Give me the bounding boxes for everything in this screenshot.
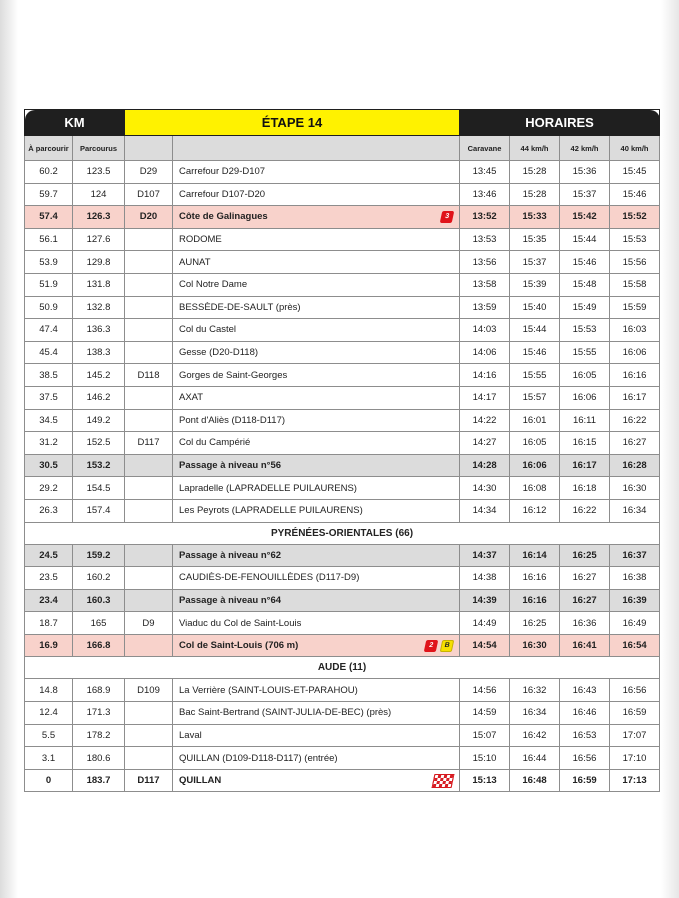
table-row	[25, 161, 660, 184]
table-row	[25, 679, 660, 702]
col-caravan: Caravane	[460, 136, 510, 161]
table-row	[25, 319, 660, 342]
km-remaining-cell: 51.9	[25, 273, 73, 296]
km-remaining-cell: 37.5	[25, 386, 73, 409]
time-40-cell: 16:27	[610, 432, 660, 455]
road-cell	[125, 409, 173, 432]
place-cell	[173, 206, 460, 229]
place-name: QUILLAN (D109-D118-D117) (entrée)	[179, 752, 338, 764]
time-40-cell: 16:38	[610, 567, 660, 590]
col-speed-44: 44 km/h	[510, 136, 560, 161]
department-label: AUDE (11)	[25, 657, 660, 679]
caravan-time-cell: 14:59	[460, 702, 510, 725]
time-42-cell: 16:56	[560, 747, 610, 770]
place-name: Lapradelle (LAPRADELLE PUILAURENS)	[179, 482, 357, 494]
time-42-cell: 16:36	[560, 612, 610, 635]
table-row	[25, 499, 660, 522]
road-cell	[125, 724, 173, 747]
time-42-cell: 16:22	[560, 499, 610, 522]
time-44-cell: 15:28	[510, 183, 560, 206]
km-remaining-cell: 53.9	[25, 251, 73, 274]
place-name: BESSÈDE-DE-SAULT (près)	[179, 301, 301, 313]
place-cell	[173, 747, 460, 770]
km-remaining-cell: 29.2	[25, 477, 73, 500]
time-44-cell: 15:40	[510, 296, 560, 319]
road-cell	[125, 544, 173, 567]
caravan-time-cell: 14:27	[460, 432, 510, 455]
km-remaining-cell: 38.5	[25, 364, 73, 387]
place-name: Viaduc du Col de Saint-Louis	[179, 617, 302, 629]
time-44-cell: 16:44	[510, 747, 560, 770]
road-cell: D117	[125, 432, 173, 455]
caravan-time-cell: 14:03	[460, 319, 510, 342]
time-40-cell: 16:28	[610, 454, 660, 477]
table-row	[25, 296, 660, 319]
road-cell: D109	[125, 679, 173, 702]
km-remaining-cell: 0	[25, 769, 73, 792]
km-remaining-cell: 50.9	[25, 296, 73, 319]
km-remaining-cell: 26.3	[25, 499, 73, 522]
time-44-cell: 16:12	[510, 499, 560, 522]
place-name: RODOME	[179, 234, 222, 246]
place-name: Col Notre Dame	[179, 279, 248, 291]
road-cell	[125, 251, 173, 274]
time-44-cell: 15:57	[510, 386, 560, 409]
km-covered-cell: 152.5	[73, 432, 125, 455]
road-cell: D20	[125, 206, 173, 229]
place-cell	[173, 273, 460, 296]
place-cell	[173, 386, 460, 409]
place-cell	[173, 567, 460, 590]
road-cell	[125, 499, 173, 522]
table-row	[25, 409, 660, 432]
table-row	[25, 341, 660, 364]
schedule-header: HORAIRES	[460, 110, 660, 136]
km-remaining-cell: 16.9	[25, 634, 73, 657]
table-row	[25, 634, 660, 657]
time-44-cell: 15:39	[510, 273, 560, 296]
place-cell	[173, 679, 460, 702]
time-40-cell: 16:56	[610, 679, 660, 702]
road-cell	[125, 296, 173, 319]
time-44-cell: 16:06	[510, 454, 560, 477]
road-cell: D9	[125, 612, 173, 635]
time-42-cell: 15:48	[560, 273, 610, 296]
table-row	[25, 432, 660, 455]
time-42-cell: 16:15	[560, 432, 610, 455]
time-44-cell: 16:48	[510, 769, 560, 792]
place-name: QUILLAN	[179, 775, 222, 787]
page-edge-shadow	[661, 0, 679, 898]
km-covered-cell: 131.8	[73, 273, 125, 296]
place-cell	[173, 341, 460, 364]
time-42-cell: 16:59	[560, 769, 610, 792]
time-40-cell: 16:03	[610, 319, 660, 342]
km-covered-cell: 123.5	[73, 161, 125, 184]
time-40-cell: 15:46	[610, 183, 660, 206]
place-cell	[173, 454, 460, 477]
caravan-time-cell: 14:39	[460, 589, 510, 612]
table-row	[25, 747, 660, 770]
time-40-cell: 16:34	[610, 499, 660, 522]
road-cell: D117	[125, 769, 173, 792]
place-cell	[173, 702, 460, 725]
place-name: Col de Saint-Louis (706 m)	[179, 640, 299, 652]
km-remaining-cell: 59.7	[25, 183, 73, 206]
km-remaining-cell: 47.4	[25, 319, 73, 342]
place-cell	[173, 544, 460, 567]
time-42-cell: 16:25	[560, 544, 610, 567]
stage-header: ÉTAPE 14	[125, 110, 460, 136]
road-cell	[125, 589, 173, 612]
place-name: La Verrière (SAINT-LOUIS-ET-PARAHOU)	[179, 684, 358, 696]
km-remaining-cell: 12.4	[25, 702, 73, 725]
time-44-cell: 16:42	[510, 724, 560, 747]
time-42-cell: 16:05	[560, 364, 610, 387]
time-44-cell: 16:01	[510, 409, 560, 432]
time-42-cell: 16:46	[560, 702, 610, 725]
km-header: KM	[25, 110, 125, 136]
caravan-time-cell: 14:22	[460, 409, 510, 432]
caravan-time-cell: 13:59	[460, 296, 510, 319]
km-remaining-cell: 31.2	[25, 432, 73, 455]
time-44-cell: 15:28	[510, 161, 560, 184]
time-44-cell: 15:35	[510, 228, 560, 251]
time-42-cell: 15:36	[560, 161, 610, 184]
caravan-time-cell: 14:28	[460, 454, 510, 477]
time-40-cell: 16:54	[610, 634, 660, 657]
place-name: Côte de Galinagues	[179, 211, 268, 223]
km-remaining-cell: 18.7	[25, 612, 73, 635]
time-44-cell: 15:44	[510, 319, 560, 342]
caravan-time-cell: 14:34	[460, 499, 510, 522]
caravan-time-cell: 14:37	[460, 544, 510, 567]
km-remaining-cell: 30.5	[25, 454, 73, 477]
time-40-cell: 15:58	[610, 273, 660, 296]
place-cell	[173, 251, 460, 274]
road-cell	[125, 567, 173, 590]
place-cell	[173, 477, 460, 500]
place-name: Bac Saint-Bertrand (SAINT-JULIA-DE-BEC) (près)	[179, 707, 392, 719]
caravan-time-cell: 13:56	[460, 251, 510, 274]
time-40-cell: 17:10	[610, 747, 660, 770]
time-40-cell: 17:07	[610, 724, 660, 747]
caravan-time-cell: 14:38	[460, 567, 510, 590]
place-name: Col du Castel	[179, 324, 237, 336]
place-cell	[173, 409, 460, 432]
road-cell	[125, 477, 173, 500]
place-name: Passage à niveau n°64	[179, 594, 282, 606]
km-remaining-cell: 57.4	[25, 206, 73, 229]
time-40-cell: 15:52	[610, 206, 660, 229]
km-remaining-cell: 23.5	[25, 567, 73, 590]
caravan-time-cell: 14:06	[460, 341, 510, 364]
caravan-time-cell: 13:45	[460, 161, 510, 184]
km-remaining-cell: 14.8	[25, 679, 73, 702]
km-remaining-cell: 34.5	[25, 409, 73, 432]
km-covered-cell: 124	[73, 183, 125, 206]
caravan-time-cell: 14:54	[460, 634, 510, 657]
time-44-cell: 16:05	[510, 432, 560, 455]
col-remaining: À parcourir	[25, 136, 73, 161]
time-44-cell: 16:25	[510, 612, 560, 635]
road-cell: D118	[125, 364, 173, 387]
place-name: Col du Campérié	[179, 437, 251, 449]
time-40-cell: 16:39	[610, 589, 660, 612]
table-row	[25, 206, 660, 229]
km-remaining-cell: 5.5	[25, 724, 73, 747]
km-remaining-cell: 3.1	[25, 747, 73, 770]
time-42-cell: 16:27	[560, 567, 610, 590]
km-covered-cell: 149.2	[73, 409, 125, 432]
time-44-cell: 16:08	[510, 477, 560, 500]
time-42-cell: 16:17	[560, 454, 610, 477]
caravan-time-cell: 14:49	[460, 612, 510, 635]
table-row	[25, 183, 660, 206]
caravan-time-cell: 15:10	[460, 747, 510, 770]
time-42-cell: 16:27	[560, 589, 610, 612]
time-40-cell: 16:37	[610, 544, 660, 567]
time-44-cell: 15:46	[510, 341, 560, 364]
place-badges	[441, 211, 453, 223]
km-covered-cell: 180.6	[73, 747, 125, 770]
time-40-cell: 16:49	[610, 612, 660, 635]
km-covered-cell: 157.4	[73, 499, 125, 522]
table-row	[25, 702, 660, 725]
table-row	[25, 567, 660, 590]
place-name: CAUDIÈS-DE-FENOUILLÈDES (D117-D9)	[179, 572, 360, 584]
table-row	[25, 228, 660, 251]
km-covered-cell: 165	[73, 612, 125, 635]
time-40-cell: 16:30	[610, 477, 660, 500]
km-covered-cell: 154.5	[73, 477, 125, 500]
bonus-badge-icon: B	[440, 640, 455, 652]
table-row	[25, 477, 660, 500]
time-42-cell: 16:18	[560, 477, 610, 500]
road-cell: D107	[125, 183, 173, 206]
time-44-cell: 16:14	[510, 544, 560, 567]
col-road	[125, 136, 173, 161]
time-42-cell: 15:53	[560, 319, 610, 342]
place-cell	[173, 296, 460, 319]
table-row	[25, 273, 660, 296]
time-44-cell: 16:16	[510, 589, 560, 612]
category-badge-icon: 2	[424, 640, 439, 652]
time-42-cell: 15:44	[560, 228, 610, 251]
km-covered-cell: 168.9	[73, 679, 125, 702]
time-44-cell: 15:37	[510, 251, 560, 274]
place-badges	[433, 774, 453, 788]
place-name: Passage à niveau n°62	[179, 549, 282, 561]
km-remaining-cell: 24.5	[25, 544, 73, 567]
place-cell	[173, 432, 460, 455]
road-cell	[125, 341, 173, 364]
caravan-time-cell: 13:52	[460, 206, 510, 229]
km-remaining-cell: 45.4	[25, 341, 73, 364]
road-cell	[125, 386, 173, 409]
place-cell	[173, 612, 460, 635]
caravan-time-cell: 14:56	[460, 679, 510, 702]
time-40-cell: 16:22	[610, 409, 660, 432]
km-covered-cell: 146.2	[73, 386, 125, 409]
table-row	[25, 364, 660, 387]
km-covered-cell: 171.3	[73, 702, 125, 725]
timetable-body	[25, 161, 660, 792]
km-covered-cell: 178.2	[73, 724, 125, 747]
place-name: Carrefour D29-D107	[179, 166, 266, 178]
km-covered-cell: 132.8	[73, 296, 125, 319]
caravan-time-cell: 13:58	[460, 273, 510, 296]
caravan-time-cell: 15:13	[460, 769, 510, 792]
time-40-cell: 17:13	[610, 769, 660, 792]
time-40-cell: 16:17	[610, 386, 660, 409]
place-cell	[173, 364, 460, 387]
place-name: Gorges de Saint-Georges	[179, 369, 288, 381]
km-covered-cell: 136.3	[73, 319, 125, 342]
km-covered-cell: 127.6	[73, 228, 125, 251]
category-badge-icon: 3	[440, 211, 455, 223]
time-42-cell: 16:41	[560, 634, 610, 657]
km-covered-cell: 138.3	[73, 341, 125, 364]
table-row	[25, 386, 660, 409]
time-42-cell: 16:53	[560, 724, 610, 747]
caravan-time-cell: 14:30	[460, 477, 510, 500]
road-cell: D29	[125, 161, 173, 184]
col-covered: Parcourus	[73, 136, 125, 161]
time-40-cell: 15:45	[610, 161, 660, 184]
time-40-cell: 16:16	[610, 364, 660, 387]
time-44-cell: 15:55	[510, 364, 560, 387]
km-covered-cell: 153.2	[73, 454, 125, 477]
place-name: Les Peyrots (LAPRADELLE PUILAURENS)	[179, 505, 363, 517]
table-row	[25, 251, 660, 274]
time-44-cell: 15:33	[510, 206, 560, 229]
km-covered-cell: 145.2	[73, 364, 125, 387]
table-row	[25, 724, 660, 747]
place-badges	[425, 640, 453, 652]
caravan-time-cell: 13:53	[460, 228, 510, 251]
km-remaining-cell: 56.1	[25, 228, 73, 251]
road-cell	[125, 319, 173, 342]
road-cell	[125, 273, 173, 296]
table-row	[25, 454, 660, 477]
road-cell	[125, 747, 173, 770]
place-cell	[173, 228, 460, 251]
place-cell	[173, 183, 460, 206]
table-row	[25, 589, 660, 612]
time-44-cell: 16:34	[510, 702, 560, 725]
place-name: Laval	[179, 729, 202, 741]
place-cell	[173, 319, 460, 342]
time-42-cell: 15:42	[560, 206, 610, 229]
col-place	[173, 136, 460, 161]
caravan-time-cell: 14:17	[460, 386, 510, 409]
checkered-flag-icon	[432, 774, 455, 788]
col-speed-42: 42 km/h	[560, 136, 610, 161]
place-name: AUNAT	[179, 256, 211, 268]
table-row	[25, 769, 660, 792]
place-cell	[173, 634, 460, 657]
place-cell	[173, 724, 460, 747]
km-covered-cell: 160.2	[73, 567, 125, 590]
department-separator	[25, 522, 660, 544]
caravan-time-cell: 15:07	[460, 724, 510, 747]
time-42-cell: 16:11	[560, 409, 610, 432]
time-40-cell: 15:56	[610, 251, 660, 274]
place-name: Pont d'Aliès (D118-D117)	[179, 414, 286, 426]
km-covered-cell: 159.2	[73, 544, 125, 567]
caravan-time-cell: 13:46	[460, 183, 510, 206]
time-42-cell: 15:55	[560, 341, 610, 364]
time-40-cell: 15:59	[610, 296, 660, 319]
department-label: PYRÉNÉES-ORIENTALES (66)	[25, 522, 660, 544]
km-covered-cell: 183.7	[73, 769, 125, 792]
department-separator	[25, 657, 660, 679]
place-cell	[173, 589, 460, 612]
place-name: Passage à niveau n°56	[179, 460, 282, 472]
place-name: AXAT	[179, 392, 204, 404]
caravan-time-cell: 14:16	[460, 364, 510, 387]
place-name: Gesse (D20-D118)	[179, 347, 259, 359]
km-covered-cell: 166.8	[73, 634, 125, 657]
place-cell	[173, 161, 460, 184]
km-remaining-cell: 60.2	[25, 161, 73, 184]
km-covered-cell: 160.3	[73, 589, 125, 612]
time-40-cell: 16:06	[610, 341, 660, 364]
road-cell	[125, 228, 173, 251]
time-42-cell: 15:46	[560, 251, 610, 274]
table-row	[25, 612, 660, 635]
place-name: Carrefour D107-D20	[179, 188, 266, 200]
km-covered-cell: 126.3	[73, 206, 125, 229]
time-40-cell: 16:59	[610, 702, 660, 725]
time-44-cell: 16:30	[510, 634, 560, 657]
time-44-cell: 16:16	[510, 567, 560, 590]
col-speed-40: 40 km/h	[610, 136, 660, 161]
place-cell	[173, 769, 460, 792]
page-edge-shadow	[0, 0, 18, 898]
time-40-cell: 15:53	[610, 228, 660, 251]
road-cell	[125, 454, 173, 477]
table-row	[25, 544, 660, 567]
km-covered-cell: 129.8	[73, 251, 125, 274]
place-cell	[173, 499, 460, 522]
road-cell	[125, 702, 173, 725]
time-42-cell: 16:43	[560, 679, 610, 702]
time-44-cell: 16:32	[510, 679, 560, 702]
time-42-cell: 15:37	[560, 183, 610, 206]
road-cell	[125, 634, 173, 657]
km-remaining-cell: 23.4	[25, 589, 73, 612]
time-42-cell: 15:49	[560, 296, 610, 319]
time-42-cell: 16:06	[560, 386, 610, 409]
stage-timetable	[24, 109, 660, 792]
